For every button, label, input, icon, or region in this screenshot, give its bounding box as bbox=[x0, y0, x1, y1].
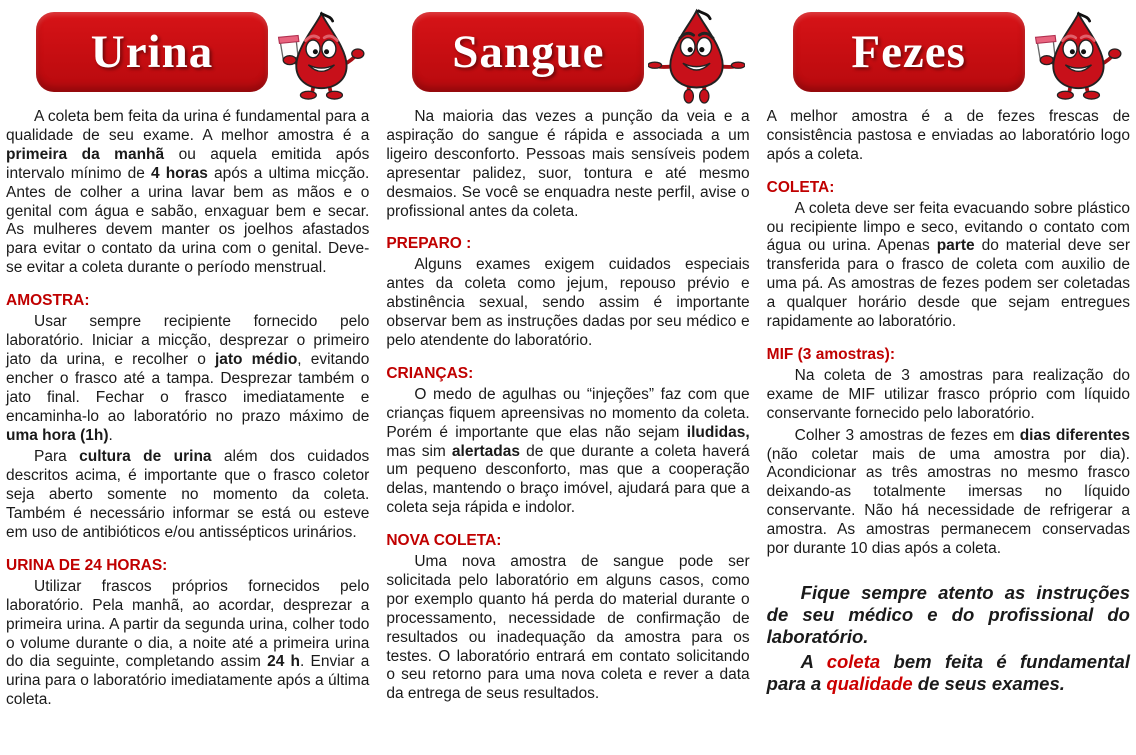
text-segment: A coleta bem feita da urina é fundamental para a qualidade de seu exame. A melhor amostra é a bbox=[6, 108, 370, 144]
text-segment: A melhor amostra é a de fezes frescas de consistência pastosa e enviadas ao laboratório logo após a coleta. bbox=[766, 108, 1130, 163]
text-segment: Na coleta de 3 amostras para realização do exame de MIF utilizar frasco próprio com líquido conservante fornecido pelo laboratório. bbox=[766, 366, 1130, 422]
urina-section-heading: AMOSTRA: bbox=[6, 292, 90, 310]
blood-drop-mascot-holding-cup-icon bbox=[1029, 7, 1126, 104]
sangue-section-heading: PREPARO : bbox=[386, 235, 472, 253]
column-sangue bbox=[386, 5, 749, 755]
text-segment: Fique sempre atento as instruções de seu médico e do profissional do laboratório. bbox=[766, 581, 1130, 647]
text-segment: jato médio bbox=[214, 350, 298, 368]
fezes-paragraph bbox=[767, 108, 1130, 165]
fezes-title-badge bbox=[793, 12, 1025, 92]
text-segment: Uma nova amostra de sangue pode ser solicitada pelo laboratório em alguns casos, como por exemplo quanto há perda do material durante o processamento, necessidade de confirmação de resultados ou inadequação da amostra para os testes. O laboratório entrará em contato solicitando o seu retorno para uma nova coleta e rever a data da entrega de seus resultados. bbox=[386, 553, 750, 703]
text-segment: ou aquela emitida após intervalo mínimo de bbox=[6, 145, 370, 182]
blood-drop-mascot-holding-cup-icon bbox=[272, 7, 369, 104]
urina-paragraph bbox=[6, 313, 369, 445]
sangue-section-heading: NOVA COLETA: bbox=[386, 532, 502, 550]
sangue-section-heading: CRIANÇAS: bbox=[386, 364, 474, 382]
text-segment: mas sim bbox=[386, 442, 452, 460]
text-segment: Alguns exames exigem cuidados especiais antes da coleta como jejum, repouso prévio e abstinência sexual, sendo assim é importante observar bem as instruções dadas por seu médico e pelo atendente do laboratório. bbox=[386, 256, 750, 349]
text-segment: após a ultima micção. Antes de colher a urina lavar bem as mãos e o genital com água e sabão, enxaguar bem e secar. As mulheres devem manter os joelhos afastados para evitar o contato da urina com o genital. Deve-se evitar a coleta durante o período menstrual. bbox=[6, 164, 370, 277]
column-fezes bbox=[767, 5, 1130, 755]
fezes-section-heading: MIF (3 amostras): bbox=[766, 345, 895, 363]
text-segment: A coleta deve ser feita evacuando sobre plástico ou recipiente limpo e seco, evitando o contato com água ou urina. Apenas bbox=[766, 199, 1130, 255]
text-segment: do material deve ser transferida para o frasco de coleta com auxilio de uma pá. As amostras de fezes podem ser coletadas a qualquer horário desde que sejam entregues rapidamente ao laboratório. bbox=[766, 237, 1130, 331]
text-segment: (não coletar mais de uma amostra por dia). Acondicionar as três amostras no mesmo frasco deixando-as totalmente imersas no líquido conservante. Não há necessidade de refrigerar a amostra. As amostras permanecem conservadas por durante 10 dias após a coleta. bbox=[766, 445, 1130, 558]
sangue-paragraph bbox=[386, 553, 749, 704]
text-segment: O medo de agulhas ou “injeções” faz com que crianças fiquem apreensivas no momento da coleta. Porém é importante que elas não sejam bbox=[386, 385, 750, 441]
text-segment: coleta bbox=[826, 651, 881, 673]
fezes-closing-paragraph bbox=[767, 651, 1130, 695]
text-segment: uma hora (1h) bbox=[6, 426, 109, 444]
text-segment: . bbox=[108, 426, 113, 444]
text-segment: A bbox=[800, 651, 827, 673]
text-segment: de que durante a coleta haverá um pequeno desconforto, mas que a cooperação delas, mantendo o braço imóvel, ajudará para que a coleta seja rápida e indolor. bbox=[386, 442, 750, 517]
text-segment: bem feita é fundamental para a bbox=[766, 651, 1130, 695]
urina-title-badge bbox=[36, 12, 268, 92]
text-segment: primeira da manhã bbox=[6, 145, 165, 163]
urina-paragraph bbox=[6, 448, 369, 543]
fezes-header bbox=[767, 5, 1130, 104]
text-segment: , evitando encher o frasco até a tampa. Desprezar também o jato final. Fechar o frasco imediatamente e encaminha-lo ao laboratório no prazo máximo de bbox=[6, 350, 370, 425]
text-segment: dias diferentes bbox=[1019, 426, 1130, 444]
urina-header bbox=[6, 5, 369, 104]
text-segment: parte bbox=[936, 237, 975, 255]
text-segment: qualidade bbox=[826, 673, 913, 695]
text-segment: Usar sempre recipiente fornecido pelo laboratório. Iniciar a micção, desprezar o primeiro jato da urina, e recolher o bbox=[6, 313, 370, 368]
text-segment: além dos cuidados descritos acima, é importante que o frasco coletor seja aberto somente no momento da coleta. Também é necessário informar se está ou esteve em uso de antibióticos e/ou antissépticos urinários. bbox=[6, 448, 370, 542]
sangue-header bbox=[386, 5, 749, 104]
fezes-paragraph bbox=[767, 367, 1130, 424]
fezes-paragraph bbox=[767, 200, 1130, 332]
text-segment: 24 h bbox=[267, 653, 301, 671]
text-segment: alertadas bbox=[451, 442, 520, 460]
sangue-paragraph bbox=[386, 256, 749, 351]
sangue-paragraph bbox=[386, 386, 749, 518]
text-segment: Colher 3 amostras de fezes em bbox=[794, 426, 1020, 444]
sangue-title: Sangue bbox=[452, 26, 605, 78]
text-segment: cultura de urina bbox=[79, 448, 212, 466]
text-segment: iludidas, bbox=[686, 423, 750, 441]
urina-paragraph bbox=[6, 108, 369, 278]
text-segment: Para bbox=[34, 448, 80, 466]
text-segment: . Enviar a urina para o laboratório imediatamente após a última coleta. bbox=[6, 653, 370, 709]
column-urina bbox=[6, 5, 369, 755]
blood-drop-mascot-sitting-icon bbox=[648, 7, 745, 104]
text-segment: de seus exames. bbox=[912, 673, 1065, 695]
sangue-paragraph bbox=[386, 108, 749, 221]
sangue-title-badge bbox=[412, 12, 644, 92]
urina-title: Urina bbox=[90, 26, 214, 78]
fezes-paragraph bbox=[767, 427, 1130, 559]
text-segment: Utilizar frascos próprios fornecidos pelo laboratório. Pela manhã, ao acordar, desprezar a primeira urina. A partir da segunda urina, colher todo o volume durante o dia, a noite até a primeira urina do dia seguinte, completando assim bbox=[6, 577, 370, 671]
text-segment: 4 horas bbox=[150, 164, 208, 182]
urina-section-heading: URINA DE 24 HORAS: bbox=[6, 556, 168, 574]
fezes-section-heading: COLETA: bbox=[766, 178, 835, 196]
fezes-closing-paragraph bbox=[767, 582, 1130, 647]
fezes-title: Fezes bbox=[851, 26, 966, 78]
text-segment: Na maioria das vezes a punção da veia e a aspiração do sangue é rápida e associada a um ligeiro desconforto. Pessoas mais sensíveis podem apresentar palidez, suor, tontura e até mesmo desmaios. Se você se enquadra neste perfil, avise o profissional antes da coleta. bbox=[386, 108, 750, 220]
urina-paragraph bbox=[6, 578, 369, 710]
